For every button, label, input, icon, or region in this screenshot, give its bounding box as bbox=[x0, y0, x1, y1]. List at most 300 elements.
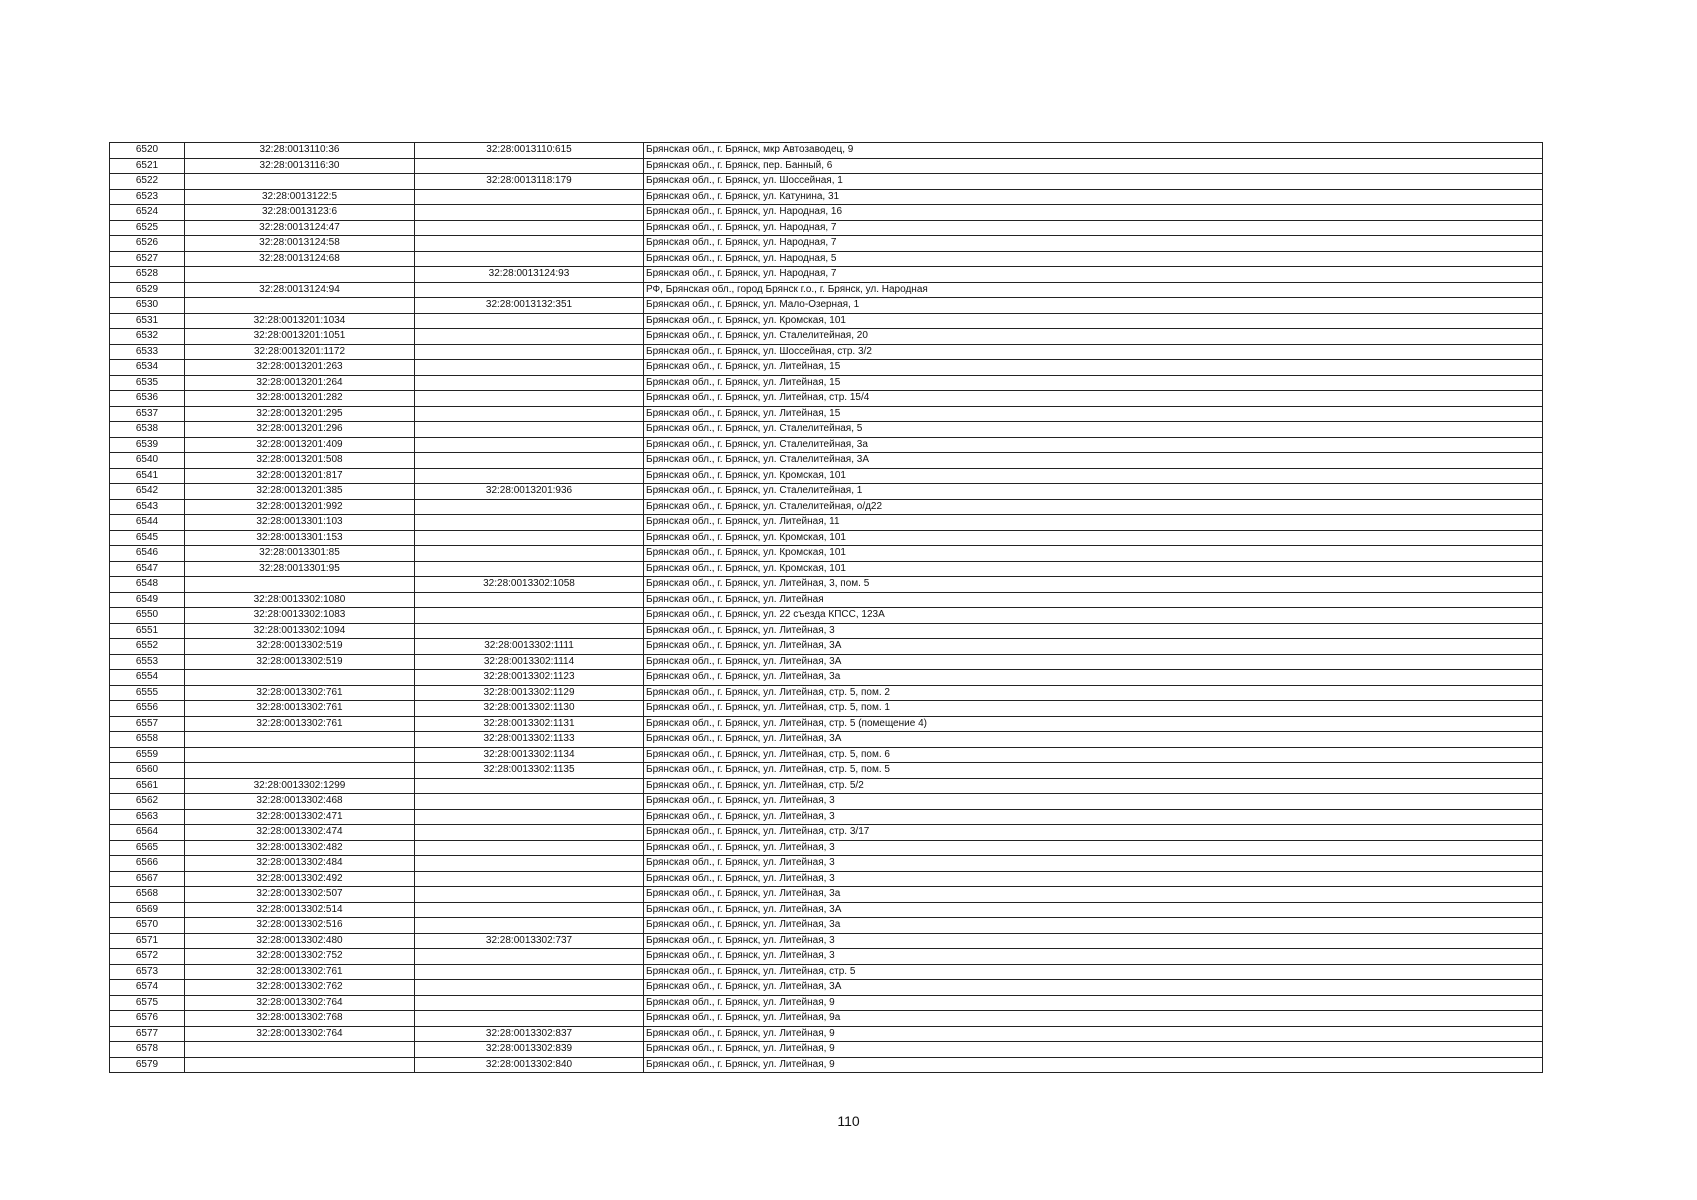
address-cell: Брянская обл., г. Брянск, ул. Литейная, стр. 15/4 bbox=[644, 391, 1543, 407]
table-row bbox=[110, 515, 1543, 531]
table-row bbox=[110, 220, 1543, 236]
address-cell: РФ, Брянская обл., город Брянск г.о., г. Брянск, ул. Народная bbox=[644, 282, 1543, 298]
row-number-cell: 6533 bbox=[110, 344, 185, 360]
page-number: 110 bbox=[837, 1113, 860, 1129]
cadastral-number-cell: 32:28:0013302:1083 bbox=[185, 608, 415, 624]
table-row bbox=[110, 189, 1543, 205]
related-cadastral-number-cell bbox=[415, 499, 644, 515]
row-number-cell: 6575 bbox=[110, 995, 185, 1011]
address-cell: Брянская обл., г. Брянск, ул. Литейная, стр. 5, пом. 2 bbox=[644, 685, 1543, 701]
address-cell: Брянская обл., г. Брянск, ул. Кромская, 101 bbox=[644, 468, 1543, 484]
address-cell: Брянская обл., г. Брянск, ул. Литейная, 3 bbox=[644, 840, 1543, 856]
related-cadastral-number-cell bbox=[415, 360, 644, 376]
row-number-cell: 6532 bbox=[110, 329, 185, 345]
cadastral-number-cell: 32:28:0013123:6 bbox=[185, 205, 415, 221]
table-row bbox=[110, 329, 1543, 345]
address-cell: Брянская обл., г. Брянск, ул. Литейная, 9 bbox=[644, 1057, 1543, 1073]
related-cadastral-number-cell: 32:28:0013201:936 bbox=[415, 484, 644, 500]
table-row bbox=[110, 437, 1543, 453]
related-cadastral-number-cell: 32:28:0013302:1135 bbox=[415, 763, 644, 779]
related-cadastral-number-cell bbox=[415, 918, 644, 934]
related-cadastral-number-cell: 32:28:0013302:1131 bbox=[415, 716, 644, 732]
related-cadastral-number-cell: 32:28:0013302:1133 bbox=[415, 732, 644, 748]
cadastral-number-cell: 32:28:0013301:95 bbox=[185, 561, 415, 577]
cadastral-number-cell: 32:28:0013201:282 bbox=[185, 391, 415, 407]
related-cadastral-number-cell: 32:28:0013302:837 bbox=[415, 1026, 644, 1042]
related-cadastral-number-cell: 32:28:0013302:1058 bbox=[415, 577, 644, 593]
address-cell: Брянская обл., г. Брянск, ул. Литейная, 3А bbox=[644, 980, 1543, 996]
address-cell: Брянская обл., г. Брянск, ул. Литейная, 3а bbox=[644, 887, 1543, 903]
related-cadastral-number-cell bbox=[415, 205, 644, 221]
related-cadastral-number-cell: 32:28:0013110:615 bbox=[415, 143, 644, 159]
address-cell: Брянская обл., г. Брянск, ул. Литейная, 3 bbox=[644, 856, 1543, 872]
related-cadastral-number-cell: 32:28:0013132:351 bbox=[415, 298, 644, 314]
related-cadastral-number-cell bbox=[415, 840, 644, 856]
table-row bbox=[110, 608, 1543, 624]
row-number-cell: 6552 bbox=[110, 639, 185, 655]
address-cell: Брянская обл., г. Брянск, ул. Литейная, 15 bbox=[644, 375, 1543, 391]
table-row bbox=[110, 778, 1543, 794]
table-row bbox=[110, 422, 1543, 438]
row-number-cell: 6563 bbox=[110, 809, 185, 825]
table-row bbox=[110, 577, 1543, 593]
row-number-cell: 6558 bbox=[110, 732, 185, 748]
related-cadastral-number-cell: 32:28:0013302:839 bbox=[415, 1042, 644, 1058]
address-cell: Брянская обл., г. Брянск, ул. Кромская, 101 bbox=[644, 546, 1543, 562]
address-cell: Брянская обл., г. Брянск, пер. Банный, 6 bbox=[644, 158, 1543, 174]
cadastral-number-cell: 32:28:0013124:47 bbox=[185, 220, 415, 236]
related-cadastral-number-cell bbox=[415, 189, 644, 205]
row-number-cell: 6531 bbox=[110, 313, 185, 329]
cadastral-number-cell: 32:28:0013201:295 bbox=[185, 406, 415, 422]
cadastral-number-cell: 32:28:0013124:94 bbox=[185, 282, 415, 298]
row-number-cell: 6557 bbox=[110, 716, 185, 732]
cadastral-number-cell: 32:28:0013302:761 bbox=[185, 964, 415, 980]
address-cell: Брянская обл., г. Брянск, ул. Литейная, стр. 5, пом. 6 bbox=[644, 747, 1543, 763]
cadastral-number-cell: 32:28:0013302:507 bbox=[185, 887, 415, 903]
row-number-cell: 6574 bbox=[110, 980, 185, 996]
related-cadastral-number-cell bbox=[415, 251, 644, 267]
cadastral-number-cell: 32:28:0013302:482 bbox=[185, 840, 415, 856]
cadastral-number-cell: 32:28:0013302:761 bbox=[185, 701, 415, 717]
address-cell: Брянская обл., г. Брянск, мкр Автозаводец, 9 bbox=[644, 143, 1543, 159]
cadastral-number-cell: 32:28:0013201:992 bbox=[185, 499, 415, 515]
table-row bbox=[110, 484, 1543, 500]
cadastral-number-cell: 32:28:0013201:508 bbox=[185, 453, 415, 469]
row-number-cell: 6527 bbox=[110, 251, 185, 267]
related-cadastral-number-cell bbox=[415, 437, 644, 453]
related-cadastral-number-cell bbox=[415, 375, 644, 391]
table-row bbox=[110, 499, 1543, 515]
related-cadastral-number-cell bbox=[415, 546, 644, 562]
row-number-cell: 6545 bbox=[110, 530, 185, 546]
address-cell: Брянская обл., г. Брянск, ул. Литейная, 3А bbox=[644, 902, 1543, 918]
address-cell: Брянская обл., г. Брянск, ул. Литейная, 3а bbox=[644, 918, 1543, 934]
related-cadastral-number-cell bbox=[415, 794, 644, 810]
related-cadastral-number-cell bbox=[415, 406, 644, 422]
related-cadastral-number-cell bbox=[415, 391, 644, 407]
row-number-cell: 6564 bbox=[110, 825, 185, 841]
related-cadastral-number-cell bbox=[415, 964, 644, 980]
row-number-cell: 6561 bbox=[110, 778, 185, 794]
cadastral-number-cell: 32:28:0013201:264 bbox=[185, 375, 415, 391]
cadastral-number-cell bbox=[185, 670, 415, 686]
row-number-cell: 6572 bbox=[110, 949, 185, 965]
related-cadastral-number-cell bbox=[415, 778, 644, 794]
row-number-cell: 6554 bbox=[110, 670, 185, 686]
row-number-cell: 6539 bbox=[110, 437, 185, 453]
row-number-cell: 6546 bbox=[110, 546, 185, 562]
address-cell: Брянская обл., г. Брянск, ул. Литейная, 3 bbox=[644, 949, 1543, 965]
address-cell: Брянская обл., г. Брянск, ул. Сталелитейная, 3А bbox=[644, 453, 1543, 469]
related-cadastral-number-cell bbox=[415, 422, 644, 438]
address-cell: Брянская обл., г. Брянск, ул. Литейная, 15 bbox=[644, 360, 1543, 376]
address-cell: Брянская обл., г. Брянск, ул. Кромская, 101 bbox=[644, 561, 1543, 577]
row-number-cell: 6534 bbox=[110, 360, 185, 376]
row-number-cell: 6569 bbox=[110, 902, 185, 918]
table-row bbox=[110, 391, 1543, 407]
row-number-cell: 6571 bbox=[110, 933, 185, 949]
table-row bbox=[110, 856, 1543, 872]
row-number-cell: 6550 bbox=[110, 608, 185, 624]
related-cadastral-number-cell: 32:28:0013124:93 bbox=[415, 267, 644, 283]
related-cadastral-number-cell: 32:28:0013302:1111 bbox=[415, 639, 644, 655]
table-row bbox=[110, 406, 1543, 422]
related-cadastral-number-cell bbox=[415, 871, 644, 887]
table-row bbox=[110, 639, 1543, 655]
table-row bbox=[110, 701, 1543, 717]
table-row bbox=[110, 918, 1543, 934]
cadastral-number-cell: 32:28:0013302:762 bbox=[185, 980, 415, 996]
row-number-cell: 6541 bbox=[110, 468, 185, 484]
address-cell: Брянская обл., г. Брянск, ул. Шоссейная, 1 bbox=[644, 174, 1543, 190]
cadastral-number-cell bbox=[185, 1042, 415, 1058]
related-cadastral-number-cell bbox=[415, 1011, 644, 1027]
row-number-cell: 6528 bbox=[110, 267, 185, 283]
cadastral-number-cell: 32:28:0013302:1080 bbox=[185, 592, 415, 608]
table-row bbox=[110, 949, 1543, 965]
related-cadastral-number-cell: 32:28:0013302:1129 bbox=[415, 685, 644, 701]
table-row bbox=[110, 716, 1543, 732]
table-row bbox=[110, 794, 1543, 810]
related-cadastral-number-cell bbox=[415, 515, 644, 531]
related-cadastral-number-cell bbox=[415, 825, 644, 841]
related-cadastral-number-cell bbox=[415, 453, 644, 469]
table-row bbox=[110, 763, 1543, 779]
related-cadastral-number-cell bbox=[415, 902, 644, 918]
cadastral-number-cell: 32:28:0013201:409 bbox=[185, 437, 415, 453]
records-table-body bbox=[110, 143, 1543, 1073]
table-row bbox=[110, 825, 1543, 841]
related-cadastral-number-cell bbox=[415, 608, 644, 624]
table-row bbox=[110, 1057, 1543, 1073]
related-cadastral-number-cell bbox=[415, 530, 644, 546]
related-cadastral-number-cell: 32:28:0013302:1114 bbox=[415, 654, 644, 670]
cadastral-number-cell: 32:28:0013201:1172 bbox=[185, 344, 415, 360]
related-cadastral-number-cell bbox=[415, 809, 644, 825]
address-cell: Брянская обл., г. Брянск, ул. Народная, 7 bbox=[644, 267, 1543, 283]
table-row bbox=[110, 902, 1543, 918]
row-number-cell: 6530 bbox=[110, 298, 185, 314]
table-row bbox=[110, 732, 1543, 748]
table-row bbox=[110, 1042, 1543, 1058]
address-cell: Брянская обл., г. Брянск, ул. Сталелитейная, 5 bbox=[644, 422, 1543, 438]
table-row bbox=[110, 747, 1543, 763]
related-cadastral-number-cell: 32:28:0013302:840 bbox=[415, 1057, 644, 1073]
address-cell: Брянская обл., г. Брянск, ул. Литейная, стр. 5 bbox=[644, 964, 1543, 980]
related-cadastral-number-cell bbox=[415, 236, 644, 252]
row-number-cell: 6520 bbox=[110, 143, 185, 159]
address-cell: Брянская обл., г. Брянск, ул. Литейная, 9 bbox=[644, 1042, 1543, 1058]
row-number-cell: 6556 bbox=[110, 701, 185, 717]
cadastral-number-cell bbox=[185, 174, 415, 190]
cadastral-number-cell bbox=[185, 577, 415, 593]
address-cell: Брянская обл., г. Брянск, ул. Литейная, стр. 5, пом. 5 bbox=[644, 763, 1543, 779]
address-cell: Брянская обл., г. Брянск, ул. Литейная, 9 bbox=[644, 1026, 1543, 1042]
row-number-cell: 6544 bbox=[110, 515, 185, 531]
row-number-cell: 6559 bbox=[110, 747, 185, 763]
address-cell: Брянская обл., г. Брянск, ул. Литейная, 3 bbox=[644, 623, 1543, 639]
address-cell: Брянская обл., г. Брянск, ул. Литейная bbox=[644, 592, 1543, 608]
cadastral-number-cell: 32:28:0013302:761 bbox=[185, 685, 415, 701]
related-cadastral-number-cell: 32:28:0013302:1134 bbox=[415, 747, 644, 763]
row-number-cell: 6526 bbox=[110, 236, 185, 252]
table-row bbox=[110, 298, 1543, 314]
address-cell: Брянская обл., г. Брянск, ул. Литейная, 9а bbox=[644, 1011, 1543, 1027]
table-row bbox=[110, 561, 1543, 577]
table-row bbox=[110, 174, 1543, 190]
related-cadastral-number-cell bbox=[415, 561, 644, 577]
table-row bbox=[110, 933, 1543, 949]
table-row bbox=[110, 282, 1543, 298]
cadastral-number-cell: 32:28:0013302:474 bbox=[185, 825, 415, 841]
table-row bbox=[110, 809, 1543, 825]
address-cell: Брянская обл., г. Брянск, ул. Литейная, стр. 3/17 bbox=[644, 825, 1543, 841]
row-number-cell: 6560 bbox=[110, 763, 185, 779]
cadastral-number-cell: 32:28:0013302:1299 bbox=[185, 778, 415, 794]
table-row bbox=[110, 251, 1543, 267]
row-number-cell: 6553 bbox=[110, 654, 185, 670]
table-row bbox=[110, 685, 1543, 701]
address-cell: Брянская обл., г. Брянск, ул. Кромская, 101 bbox=[644, 530, 1543, 546]
row-number-cell: 6549 bbox=[110, 592, 185, 608]
row-number-cell: 6555 bbox=[110, 685, 185, 701]
row-number-cell: 6529 bbox=[110, 282, 185, 298]
address-cell: Брянская обл., г. Брянск, ул. Сталелитейная, о/д22 bbox=[644, 499, 1543, 515]
row-number-cell: 6551 bbox=[110, 623, 185, 639]
address-cell: Брянская обл., г. Брянск, ул. Мало-Озерная, 1 bbox=[644, 298, 1543, 314]
related-cadastral-number-cell bbox=[415, 158, 644, 174]
table-row bbox=[110, 980, 1543, 996]
cadastral-number-cell: 32:28:0013302:768 bbox=[185, 1011, 415, 1027]
table-row bbox=[110, 871, 1543, 887]
related-cadastral-number-cell bbox=[415, 468, 644, 484]
row-number-cell: 6525 bbox=[110, 220, 185, 236]
row-number-cell: 6543 bbox=[110, 499, 185, 515]
cadastral-number-cell: 32:28:0013302:519 bbox=[185, 639, 415, 655]
table-row bbox=[110, 995, 1543, 1011]
table-row bbox=[110, 453, 1543, 469]
address-cell: Брянская обл., г. Брянск, ул. Сталелитейная, 3а bbox=[644, 437, 1543, 453]
related-cadastral-number-cell bbox=[415, 592, 644, 608]
address-cell: Брянская обл., г. Брянск, ул. Кромская, 101 bbox=[644, 313, 1543, 329]
related-cadastral-number-cell bbox=[415, 623, 644, 639]
address-cell: Брянская обл., г. Брянск, ул. 22 съезда КПСС, 123А bbox=[644, 608, 1543, 624]
table-row bbox=[110, 840, 1543, 856]
address-cell: Брянская обл., г. Брянск, ул. Сталелитейная, 1 bbox=[644, 484, 1543, 500]
cadastral-number-cell: 32:28:0013302:519 bbox=[185, 654, 415, 670]
cadastral-number-cell: 32:28:0013302:1094 bbox=[185, 623, 415, 639]
cadastral-number-cell bbox=[185, 747, 415, 763]
cadastral-number-cell: 32:28:0013302:516 bbox=[185, 918, 415, 934]
cadastral-number-cell: 32:28:0013201:1034 bbox=[185, 313, 415, 329]
row-number-cell: 6548 bbox=[110, 577, 185, 593]
cadastral-number-cell: 32:28:0013302:492 bbox=[185, 871, 415, 887]
address-cell: Брянская обл., г. Брянск, ул. Литейная, 3А bbox=[644, 654, 1543, 670]
row-number-cell: 6567 bbox=[110, 871, 185, 887]
cadastral-number-cell: 32:28:0013124:68 bbox=[185, 251, 415, 267]
cadastral-number-cell bbox=[185, 267, 415, 283]
row-number-cell: 6566 bbox=[110, 856, 185, 872]
row-number-cell: 6570 bbox=[110, 918, 185, 934]
cadastral-number-cell: 32:28:0013116:30 bbox=[185, 158, 415, 174]
table-row bbox=[110, 623, 1543, 639]
row-number-cell: 6579 bbox=[110, 1057, 185, 1073]
related-cadastral-number-cell bbox=[415, 995, 644, 1011]
related-cadastral-number-cell bbox=[415, 856, 644, 872]
table-row bbox=[110, 592, 1543, 608]
table-row bbox=[110, 530, 1543, 546]
cadastral-number-cell: 32:28:0013201:1051 bbox=[185, 329, 415, 345]
row-number-cell: 6522 bbox=[110, 174, 185, 190]
address-cell: Брянская обл., г. Брянск, ул. Литейная, 3 bbox=[644, 871, 1543, 887]
cadastral-number-cell: 32:28:0013201:817 bbox=[185, 468, 415, 484]
row-number-cell: 6578 bbox=[110, 1042, 185, 1058]
row-number-cell: 6542 bbox=[110, 484, 185, 500]
related-cadastral-number-cell bbox=[415, 887, 644, 903]
address-cell: Брянская обл., г. Брянск, ул. Народная, 7 bbox=[644, 220, 1543, 236]
cadastral-number-cell: 32:28:0013301:103 bbox=[185, 515, 415, 531]
related-cadastral-number-cell: 32:28:0013118:179 bbox=[415, 174, 644, 190]
cadastral-number-cell: 32:28:0013302:764 bbox=[185, 995, 415, 1011]
address-cell: Брянская обл., г. Брянск, ул. Литейная, 3а bbox=[644, 670, 1543, 686]
address-cell: Брянская обл., г. Брянск, ул. Народная, 7 bbox=[644, 236, 1543, 252]
cadastral-number-cell: 32:28:0013301:153 bbox=[185, 530, 415, 546]
table-row bbox=[110, 468, 1543, 484]
cadastral-number-cell bbox=[185, 298, 415, 314]
cadastral-number-cell: 32:28:0013201:263 bbox=[185, 360, 415, 376]
row-number-cell: 6523 bbox=[110, 189, 185, 205]
row-number-cell: 6538 bbox=[110, 422, 185, 438]
table-row bbox=[110, 158, 1543, 174]
address-cell: Брянская обл., г. Брянск, ул. Литейная, 9 bbox=[644, 995, 1543, 1011]
records-table bbox=[109, 142, 1543, 1073]
cadastral-number-cell: 32:28:0013201:385 bbox=[185, 484, 415, 500]
address-cell: Брянская обл., г. Брянск, ул. Народная, 5 bbox=[644, 251, 1543, 267]
address-cell: Брянская обл., г. Брянск, ул. Литейная, 15 bbox=[644, 406, 1543, 422]
cadastral-number-cell: 32:28:0013302:514 bbox=[185, 902, 415, 918]
address-cell: Брянская обл., г. Брянск, ул. Литейная, 3А bbox=[644, 639, 1543, 655]
address-cell: Брянская обл., г. Брянск, ул. Литейная, 11 bbox=[644, 515, 1543, 531]
address-cell: Брянская обл., г. Брянск, ул. Литейная, 3, пом. 5 bbox=[644, 577, 1543, 593]
table-row bbox=[110, 375, 1543, 391]
row-number-cell: 6576 bbox=[110, 1011, 185, 1027]
row-number-cell: 6521 bbox=[110, 158, 185, 174]
cadastral-number-cell bbox=[185, 1057, 415, 1073]
row-number-cell: 6547 bbox=[110, 561, 185, 577]
cadastral-number-cell: 32:28:0013302:480 bbox=[185, 933, 415, 949]
row-number-cell: 6536 bbox=[110, 391, 185, 407]
related-cadastral-number-cell bbox=[415, 949, 644, 965]
table-row bbox=[110, 267, 1543, 283]
cadastral-number-cell: 32:28:0013302:764 bbox=[185, 1026, 415, 1042]
related-cadastral-number-cell bbox=[415, 313, 644, 329]
table-row bbox=[110, 143, 1543, 159]
address-cell: Брянская обл., г. Брянск, ул. Катунина, 31 bbox=[644, 189, 1543, 205]
address-cell: Брянская обл., г. Брянск, ул. Литейная, 3А bbox=[644, 732, 1543, 748]
row-number-cell: 6524 bbox=[110, 205, 185, 221]
table-row bbox=[110, 670, 1543, 686]
row-number-cell: 6537 bbox=[110, 406, 185, 422]
row-number-cell: 6573 bbox=[110, 964, 185, 980]
related-cadastral-number-cell bbox=[415, 980, 644, 996]
cadastral-number-cell: 32:28:0013302:752 bbox=[185, 949, 415, 965]
table-row bbox=[110, 964, 1543, 980]
address-cell: Брянская обл., г. Брянск, ул. Литейная, стр. 5, пом. 1 bbox=[644, 701, 1543, 717]
table-row bbox=[110, 1011, 1543, 1027]
table-row bbox=[110, 344, 1543, 360]
cadastral-number-cell: 32:28:0013302:471 bbox=[185, 809, 415, 825]
cadastral-number-cell: 32:28:0013302:484 bbox=[185, 856, 415, 872]
row-number-cell: 6562 bbox=[110, 794, 185, 810]
row-number-cell: 6540 bbox=[110, 453, 185, 469]
cadastral-number-cell bbox=[185, 732, 415, 748]
related-cadastral-number-cell: 32:28:0013302:737 bbox=[415, 933, 644, 949]
address-cell: Брянская обл., г. Брянск, ул. Литейная, 3 bbox=[644, 794, 1543, 810]
cadastral-number-cell bbox=[185, 763, 415, 779]
table-row bbox=[110, 654, 1543, 670]
table-row bbox=[110, 1026, 1543, 1042]
cadastral-number-cell: 32:28:0013301:85 bbox=[185, 546, 415, 562]
address-cell: Брянская обл., г. Брянск, ул. Литейная, стр. 5/2 bbox=[644, 778, 1543, 794]
address-cell: Брянская обл., г. Брянск, ул. Литейная, стр. 5 (помещение 4) bbox=[644, 716, 1543, 732]
cadastral-number-cell: 32:28:0013302:468 bbox=[185, 794, 415, 810]
cadastral-number-cell: 32:28:0013110:36 bbox=[185, 143, 415, 159]
related-cadastral-number-cell: 32:28:0013302:1123 bbox=[415, 670, 644, 686]
table-row bbox=[110, 887, 1543, 903]
table-row bbox=[110, 546, 1543, 562]
row-number-cell: 6565 bbox=[110, 840, 185, 856]
related-cadastral-number-cell bbox=[415, 344, 644, 360]
table-row bbox=[110, 313, 1543, 329]
cadastral-number-cell: 32:28:0013124:58 bbox=[185, 236, 415, 252]
related-cadastral-number-cell bbox=[415, 329, 644, 345]
related-cadastral-number-cell bbox=[415, 282, 644, 298]
table-row bbox=[110, 236, 1543, 252]
address-cell: Брянская обл., г. Брянск, ул. Сталелитейная, 20 bbox=[644, 329, 1543, 345]
cadastral-number-cell: 32:28:0013122:5 bbox=[185, 189, 415, 205]
table-row bbox=[110, 360, 1543, 376]
table-row bbox=[110, 205, 1543, 221]
row-number-cell: 6568 bbox=[110, 887, 185, 903]
address-cell: Брянская обл., г. Брянск, ул. Шоссейная, стр. 3/2 bbox=[644, 344, 1543, 360]
address-cell: Брянская обл., г. Брянск, ул. Литейная, 3 bbox=[644, 933, 1543, 949]
row-number-cell: 6577 bbox=[110, 1026, 185, 1042]
related-cadastral-number-cell bbox=[415, 220, 644, 236]
address-cell: Брянская обл., г. Брянск, ул. Народная, 16 bbox=[644, 205, 1543, 221]
address-cell: Брянская обл., г. Брянск, ул. Литейная, 3 bbox=[644, 809, 1543, 825]
related-cadastral-number-cell: 32:28:0013302:1130 bbox=[415, 701, 644, 717]
